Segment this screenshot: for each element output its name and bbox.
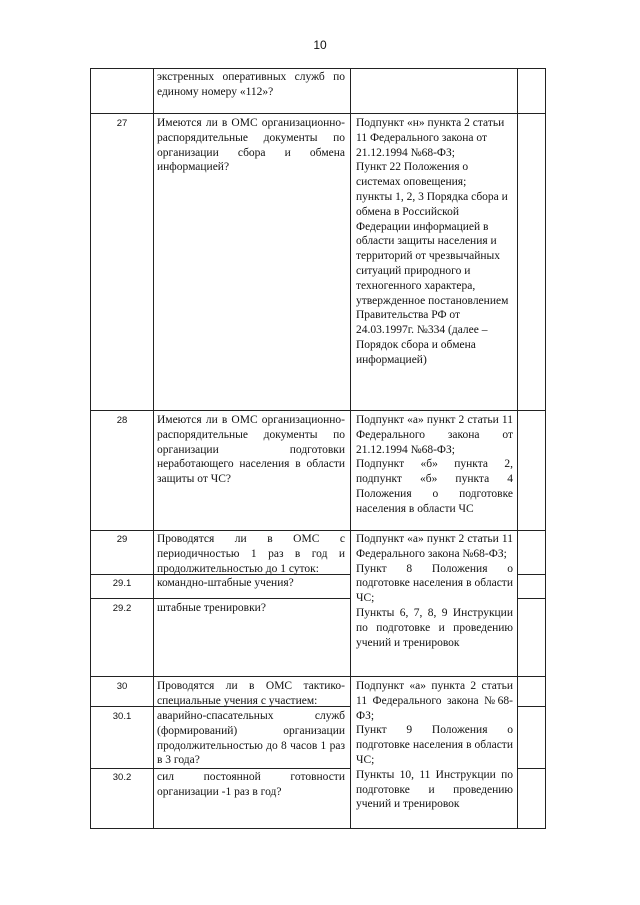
row-30-2-number: 30.2 — [112, 772, 132, 783]
row-29-1-number: 29.1 — [112, 578, 132, 589]
row-27-reference: Подпункт «н» пункта 2 статьи 11 Федерального закона от 21.12.1994 №68-ФЗ; Пункт 22 Положения о системах оповещения; пункты 1, 2, 3 Порядка сбора и обмена в Российской Федерации информацией в области защиты населения и территорий от чрезвычайных ситуаций природного и техногенного характера, утвержденное постановлением Правительства РФ от 24.03.1997г. №334 (далее – Порядок сбора и обмена информацией) — [356, 117, 509, 366]
row-30-reference: Подпункт «а» пункта 2 статьи 11 Федерального закона №68-ФЗ; Пункт 9 Положения о подготовке населения в области ЧС; Пункты 10, 11 Инструкции по подготовке и проведению учений и тренировок — [356, 680, 513, 811]
row-29-question: Проводятся ли в ОМС с периодичностью 1 раз в год и продолжительностью до 1 суток: — [157, 533, 345, 575]
row-28-question: Имеются ли в ОМС организационно-распорядительные документы по организации подготовки неработающего населения в области защиты от ЧС? — [157, 414, 345, 486]
row-27-question: Имеются ли в ОМС организационно-распорядительные документы по организации сбора и обмена информацией? — [157, 117, 345, 174]
row-30-question: Проводятся ли в ОМС тактико-специальные учения с участием: — [157, 680, 345, 707]
row-29-number: 29 — [116, 534, 128, 545]
row-29-2-number: 29.2 — [112, 603, 132, 614]
row-28-number: 28 — [116, 415, 128, 426]
row-29-reference: Подпункт «а» пункт 2 статьи 11 Федерального закона №68-ФЗ; Пункт 8 Положения о подготовке населения в области ЧС; Пункты 6, 7, 8, 9 Инструкции по подготовке и проведению учений и тренировок — [356, 533, 513, 649]
row-27-number: 27 — [116, 118, 128, 129]
row-29-2-question: штабные тренировки? — [157, 602, 266, 614]
row-continuation-question: экстренных оперативных служб по единому номеру «112»? — [157, 71, 345, 98]
row-28-reference: Подпункт «а» пункт 2 статьи 11 Федерального закона от 21.12.1994 №68-ФЗ; Подпункт «б» пункта 2, подпункт «б» пункта 4 Положения о подготовке населения в области ЧС — [356, 414, 513, 515]
row-30-1-question: аварийно-спасательных служб (формирований) организации продолжительностью до 8 часов 1 раз в 3 года? — [157, 710, 345, 767]
page-number: 10 — [313, 38, 327, 52]
row-30-number: 30 — [116, 681, 128, 692]
row-29-1-question: командно-штабные учения? — [157, 577, 294, 589]
row-30-1-number: 30.1 — [112, 711, 132, 722]
row-30-2-question: сил постоянной готовности организации -1 раз в год? — [157, 771, 345, 798]
